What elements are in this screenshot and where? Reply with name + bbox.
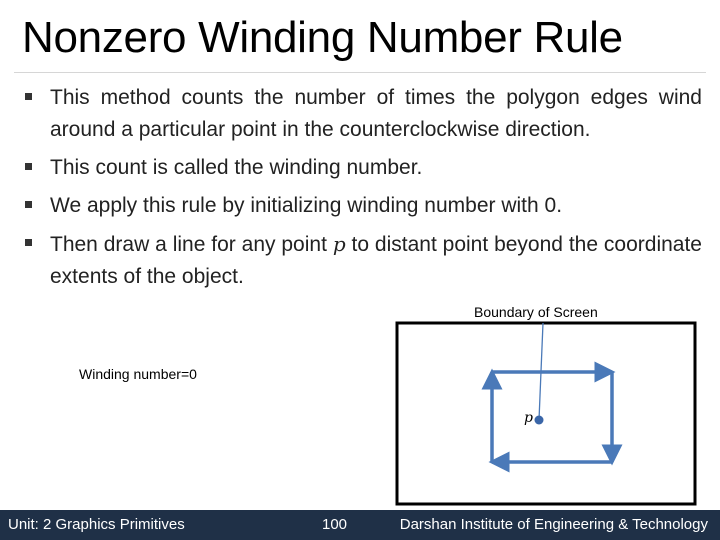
bullet-text-start: Then draw a line for any point xyxy=(50,233,327,256)
polygon-edges xyxy=(492,372,612,462)
bullet-text: This method counts the number of times the polygon edges wind around a particular point in the counterclockwise direction. xyxy=(50,86,702,141)
bullet-text: We apply this rule by initializing winding number with 0. xyxy=(50,194,563,217)
footer-bar xyxy=(0,510,720,540)
bullet-text: This count is called the winding number. xyxy=(50,156,423,179)
winding-number-label: Winding number=0 xyxy=(79,366,197,382)
footer-unit: Unit: 2 Graphics Primitives xyxy=(8,516,185,533)
math-variable-p: p xyxy=(332,232,346,256)
footer-page-number: 100 xyxy=(322,516,348,533)
point-p-label: p xyxy=(524,410,533,426)
point-p-dot xyxy=(535,416,544,425)
boundary-label: Boundary of Screen xyxy=(474,304,598,320)
footer-institute: Darshan Institute of Engineering & Technology xyxy=(399,516,708,533)
bullet-text-end: to distant point beyond the coordinate extents of the object. xyxy=(50,233,702,288)
slide-title: Nonzero Winding Number Rule xyxy=(22,13,623,62)
screen-boundary xyxy=(397,323,695,504)
